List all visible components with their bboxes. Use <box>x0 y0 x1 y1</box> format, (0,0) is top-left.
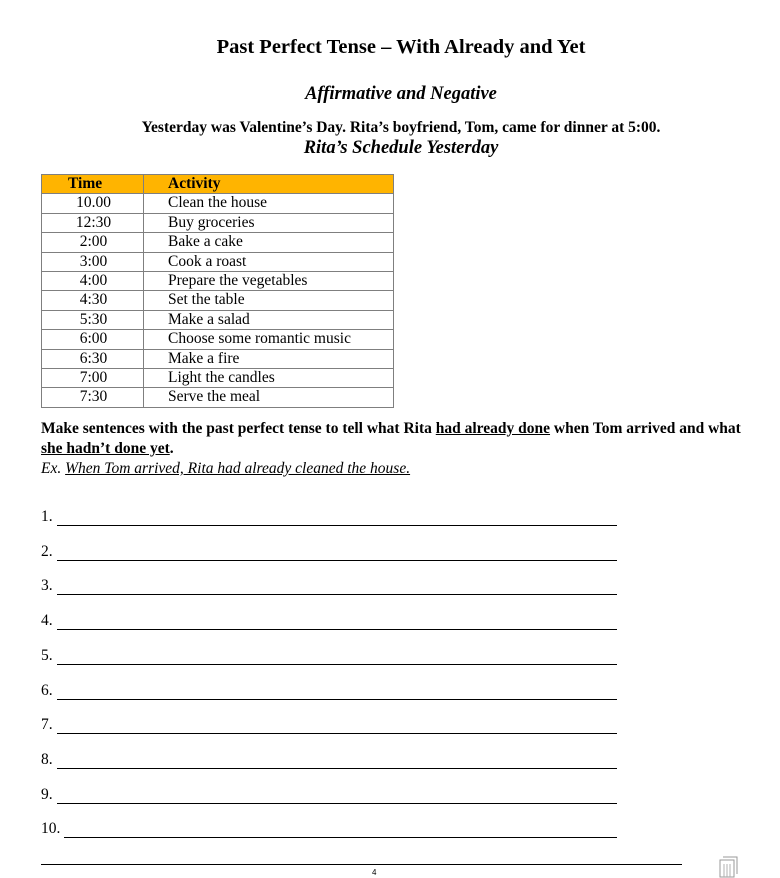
answer-number: 9. <box>41 785 53 803</box>
answer-number: 2. <box>41 542 53 560</box>
activity-column-header: Activity <box>144 175 394 194</box>
page-corner-icon <box>716 856 740 878</box>
answer-blank[interactable] <box>57 511 617 526</box>
instructions <box>41 419 741 459</box>
answer-number: 3. <box>41 577 53 595</box>
schedule-time-cell: 3:00 <box>42 252 144 271</box>
schedule-activity-cell: Make a fire <box>144 349 394 368</box>
answer-line <box>41 647 617 665</box>
schedule-time-cell: 12:30 <box>42 213 144 232</box>
page-subtitle: Affirmative and Negative <box>305 84 497 104</box>
schedule-row <box>42 291 394 310</box>
schedule-row <box>42 213 394 232</box>
answer-blank[interactable] <box>57 685 617 700</box>
footer-divider <box>41 864 682 865</box>
schedule-row <box>42 369 394 388</box>
schedule-time-cell: 10.00 <box>42 194 144 213</box>
schedule-time-cell: 4:30 <box>42 291 144 310</box>
answer-blank[interactable] <box>57 546 617 561</box>
instructions-text: . <box>169 440 174 457</box>
schedule-time-cell: 2:00 <box>42 233 144 252</box>
answer-line <box>41 751 617 769</box>
schedule-title: Rita’s Schedule Yesterday <box>303 138 499 158</box>
answer-blank[interactable] <box>57 650 617 665</box>
page-number: 4 <box>372 868 377 877</box>
example-prefix: Ex. <box>41 460 66 477</box>
answer-number: 6. <box>41 681 53 699</box>
answer-line <box>41 577 617 595</box>
schedule-activity-cell: Make a salad <box>144 310 394 329</box>
schedule-activity-cell: Buy groceries <box>144 213 394 232</box>
schedule-time-cell: 6:00 <box>42 330 144 349</box>
schedule-activity-cell: Bake a cake <box>144 233 394 252</box>
answer-line <box>41 716 617 734</box>
instructions-text: when Tom arrived and what <box>550 420 741 437</box>
instructions-text: Make sentences with the past perfect tense to tell what Rita <box>41 420 436 437</box>
intro-text: Yesterday was Valentine’s Day. Rita’s boyfriend, Tom, came for dinner at 5:00. <box>141 119 661 136</box>
answer-blank[interactable] <box>64 823 617 838</box>
answer-number: 8. <box>41 750 53 768</box>
example-text: When Tom arrived, Rita had already cleaned the house. <box>65 460 411 477</box>
schedule-time-cell: 5:30 <box>42 310 144 329</box>
schedule-row <box>42 349 394 368</box>
schedule-row <box>42 310 394 329</box>
page-title: Past Perfect Tense – With Already and Yet <box>216 36 586 58</box>
answer-line <box>41 682 617 700</box>
schedule-time-cell: 7:00 <box>42 369 144 388</box>
instructions-underline-already: had already done <box>435 420 551 437</box>
answer-number: 10. <box>41 820 61 838</box>
instructions-underline-yet: she hadn’t done yet <box>41 440 170 457</box>
answer-line <box>41 543 617 561</box>
answer-line <box>41 786 617 804</box>
schedule-activity-cell: Serve the meal <box>144 388 394 407</box>
schedule-row <box>42 330 394 349</box>
schedule-header-row <box>42 175 394 194</box>
schedule-time-cell: 7:30 <box>42 388 144 407</box>
answer-line <box>41 820 617 838</box>
schedule-row <box>42 252 394 271</box>
schedule-activity-cell: Light the candles <box>144 369 394 388</box>
answer-line <box>41 508 617 526</box>
answer-number: 7. <box>41 716 53 734</box>
schedule-row <box>42 272 394 291</box>
schedule-body <box>42 194 394 407</box>
schedule-time-cell: 6:30 <box>42 349 144 368</box>
answer-blank[interactable] <box>57 719 617 734</box>
answer-number: 5. <box>41 646 53 664</box>
schedule-activity-cell: Choose some romantic music <box>144 330 394 349</box>
schedule-time-cell: 4:00 <box>42 272 144 291</box>
schedule-activity-cell: Clean the house <box>144 194 394 213</box>
schedule-activity-cell: Set the table <box>144 291 394 310</box>
schedule-row <box>42 388 394 407</box>
answer-blank[interactable] <box>57 754 617 769</box>
schedule-activity-cell: Prepare the vegetables <box>144 272 394 291</box>
schedule-row <box>42 194 394 213</box>
answer-line <box>41 612 617 630</box>
answer-blank[interactable] <box>57 580 617 595</box>
answer-number: 4. <box>41 612 53 630</box>
answer-blank[interactable] <box>57 789 617 804</box>
example-sentence <box>41 459 741 479</box>
schedule-activity-cell: Cook a roast <box>144 252 394 271</box>
answer-blank[interactable] <box>57 615 617 630</box>
answer-number: 1. <box>41 508 53 525</box>
schedule-table <box>41 174 394 408</box>
schedule-row <box>42 233 394 252</box>
time-column-header: Time <box>42 175 144 194</box>
